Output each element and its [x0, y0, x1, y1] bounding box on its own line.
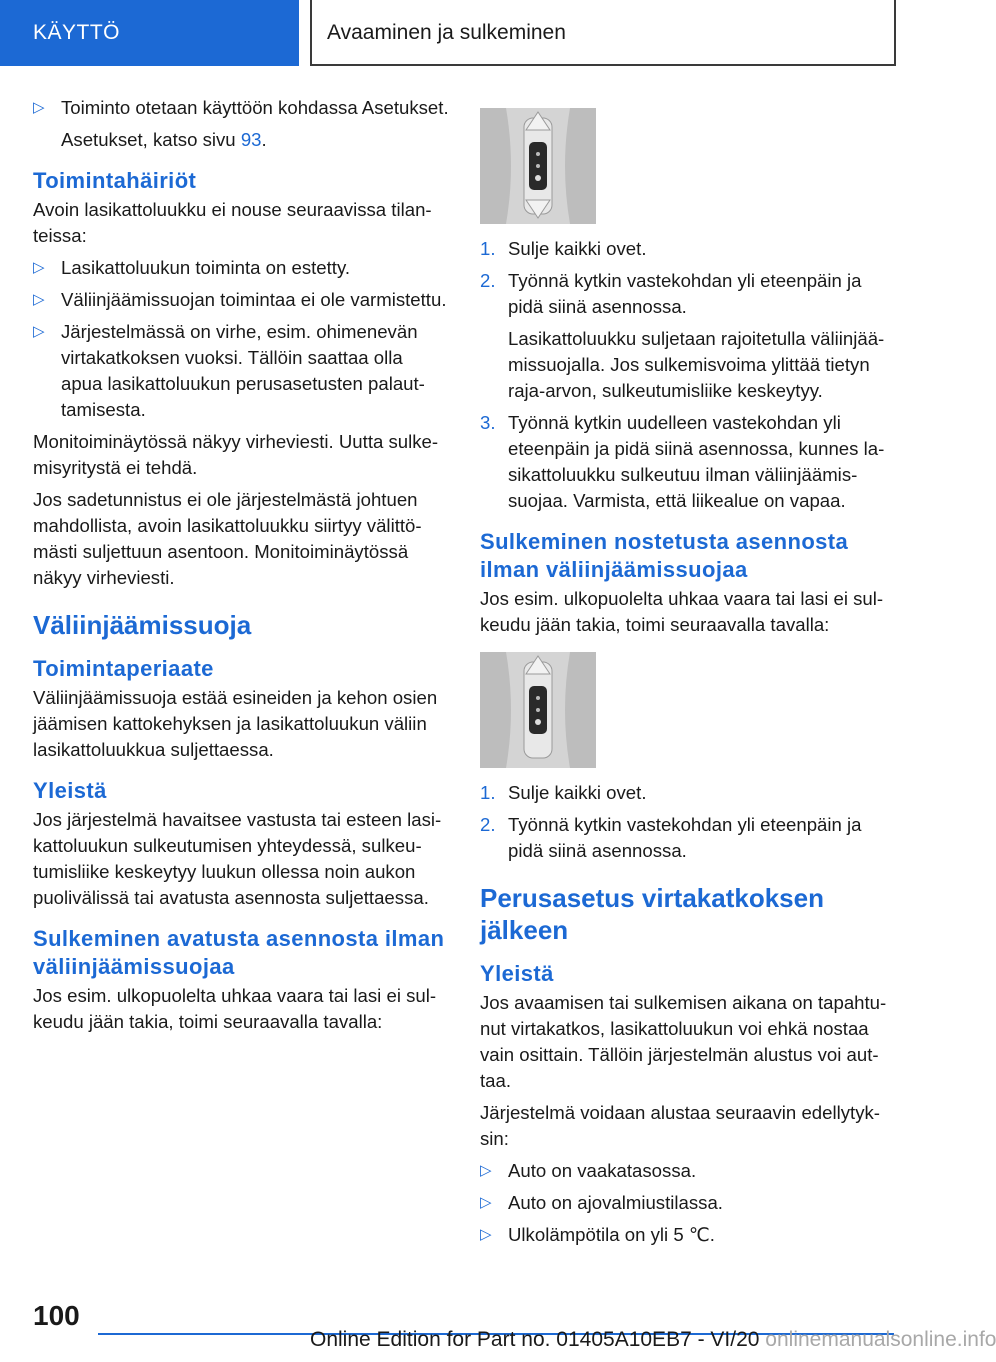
intro-list [33, 95, 449, 121]
paragraph: Jos avaamisen tai sulkemisen aikana on tapahtunut virtakatkos, lasikattoluukun voi ehkä nostaa vain osittain. Tällöin järjestelmän alustus voi auttaa. [480, 992, 887, 1091]
triangle-bullet-icon: ▷ [33, 323, 45, 340]
paragraph: Väliinjäämissuoja estää esineiden ja kehon osien jäämisen kattokehyksen ja lasikattoluukun väliin lasikattoluukkua suljettaessa. [33, 687, 438, 760]
faults-list [33, 255, 449, 423]
chapter-tab: KÄYTTÖ [0, 0, 299, 66]
paragraph: Monitoiminäytössä näkyy virheviesti. Uutta sulkemisyritystä ei tehdä. [33, 431, 439, 478]
section-title: Avaaminen ja sulkeminen [310, 0, 896, 66]
triangle-bullet-icon: ▷ [480, 1194, 492, 1211]
page-link[interactable]: 93 [240, 129, 262, 150]
paragraph: Järjestelmä voidaan alustaa seuraavin edellytyksin: [480, 1102, 880, 1149]
paragraph: Jos sadetunnistus ei ole järjestelmästä johtuen mahdollista, avoin lasikattoluukku siirtyy välittömästi suljettuun asentoon. Monitoiminäytössä näkyy virheviesti. [33, 489, 422, 588]
switch-push-forward-illustration [480, 652, 596, 768]
triangle-bullet-icon: ▷ [33, 99, 45, 116]
heading-faults: Toimintahäiriöt [33, 168, 197, 193]
heading-close-from-open: Sulkeminen avatusta asennosta ilman väliinjäämissuojaa [33, 926, 445, 979]
left-column [33, 95, 449, 1041]
triangle-bullet-icon: ▷ [33, 259, 45, 276]
list-item: 2. Työnnä kytkin vastekohdan yli eteenpäin ja pidä siinä asennossa. [480, 814, 862, 861]
list-item: 3. Työnnä kytkin uudelleen vastekohdan yli eteenpäin ja pidä siinä asennossa, kunnes lasikattoluukku sulkeutuu ilman väliinjäämissuojaa. Varmista, että liikealue on vapaa. [480, 412, 885, 511]
list-item: ▷ Toiminto otetaan käyttöön kohdassa Asetukset. [33, 95, 449, 121]
conditions-list [480, 1158, 896, 1248]
triangle-bullet-icon: ▷ [480, 1226, 492, 1243]
triangle-bullet-icon: ▷ [33, 291, 45, 308]
footer-edition: Online Edition for Part no. 01405A10EB7 - VI/20 onlinemanualsonline.info [310, 1328, 996, 1351]
switch-push-forward-illustration [480, 108, 596, 224]
list-item: ▷ Ulkolämpötila on yli 5 ℃. [480, 1222, 896, 1248]
paragraph: Jos esim. ulkopuolelta uhkaa vaara tai lasi ei sulkeudu jään takia, toimi seuraavalla tavalla: [33, 985, 437, 1032]
paragraph: Avoin lasikattoluukku ei nouse seuraavissa tilanteissa: [33, 199, 432, 246]
page-number: 100 [33, 1300, 80, 1331]
list-item: 1. Sulje kaikki ovet. [480, 782, 647, 803]
list-item: 2. Työnnä kytkin vastekohdan yli eteenpäin ja pidä siinä asennossa. [480, 270, 862, 317]
list-item: ▷ Väliinjäämissuojan toimintaa ei ole varmistettu. [33, 287, 449, 313]
heading-principle: Toimintaperiaate [33, 656, 214, 681]
heading-general: Yleistä [480, 961, 554, 986]
heading-close-from-raised: Sulkeminen nostetusta asennosta ilman väliinjäämissuojaa [480, 529, 849, 582]
watermark: onlinemanualsonline.info [765, 1328, 996, 1351]
steps-list-1 [480, 236, 896, 320]
list-item: ▷ Auto on vaakatasossa. [480, 1158, 896, 1184]
heading-pinch-protection: Väliinjäämissuoja [33, 610, 252, 640]
steps-list-2 [480, 780, 896, 864]
list-item: ▷ Auto on ajovalmiustilassa. [480, 1190, 896, 1216]
settings-reference: Asetukset, katso sivu 93. [61, 129, 267, 150]
list-item: 1. Sulje kaikki ovet. [480, 238, 647, 259]
list-item: ▷ Järjestelmässä on virhe, esim. ohimenevän virtakatkoksen vuoksi. Tällöin saattaa olla apua lasikattoluukun perusasetusten palauttamisesta. [33, 321, 425, 420]
heading-reset-after-power-loss: Perusasetus virtakatkoksen jälkeen [480, 883, 824, 945]
paragraph: Jos järjestelmä havaitsee vastusta tai esteen lasikattoluukun sulkeutumisen yhteydessä, sulkeutumisliike keskeytyy luukun ollessa noin aukon puolivälissä tai avatusta asennosta suljettaessa. [33, 809, 442, 908]
steps-list-1-cont [480, 410, 896, 514]
paragraph: Jos esim. ulkopuolelta uhkaa vaara tai lasi ei sulkeudu jään takia, toimi seuraavalla tavalla: [480, 588, 884, 635]
heading-general: Yleistä [33, 778, 107, 803]
list-item: ▷ Lasikattoluukun toiminta on estetty. [33, 255, 449, 281]
triangle-bullet-icon: ▷ [480, 1162, 492, 1179]
right-column [480, 108, 896, 1254]
step-note: Lasikattoluukku suljetaan rajoitetulla väliinjäämissuojalla. Jos sulkemisvoima ylittää tietyn raja-arvon, sulkeutumisliike keskeytyy. [508, 328, 885, 401]
